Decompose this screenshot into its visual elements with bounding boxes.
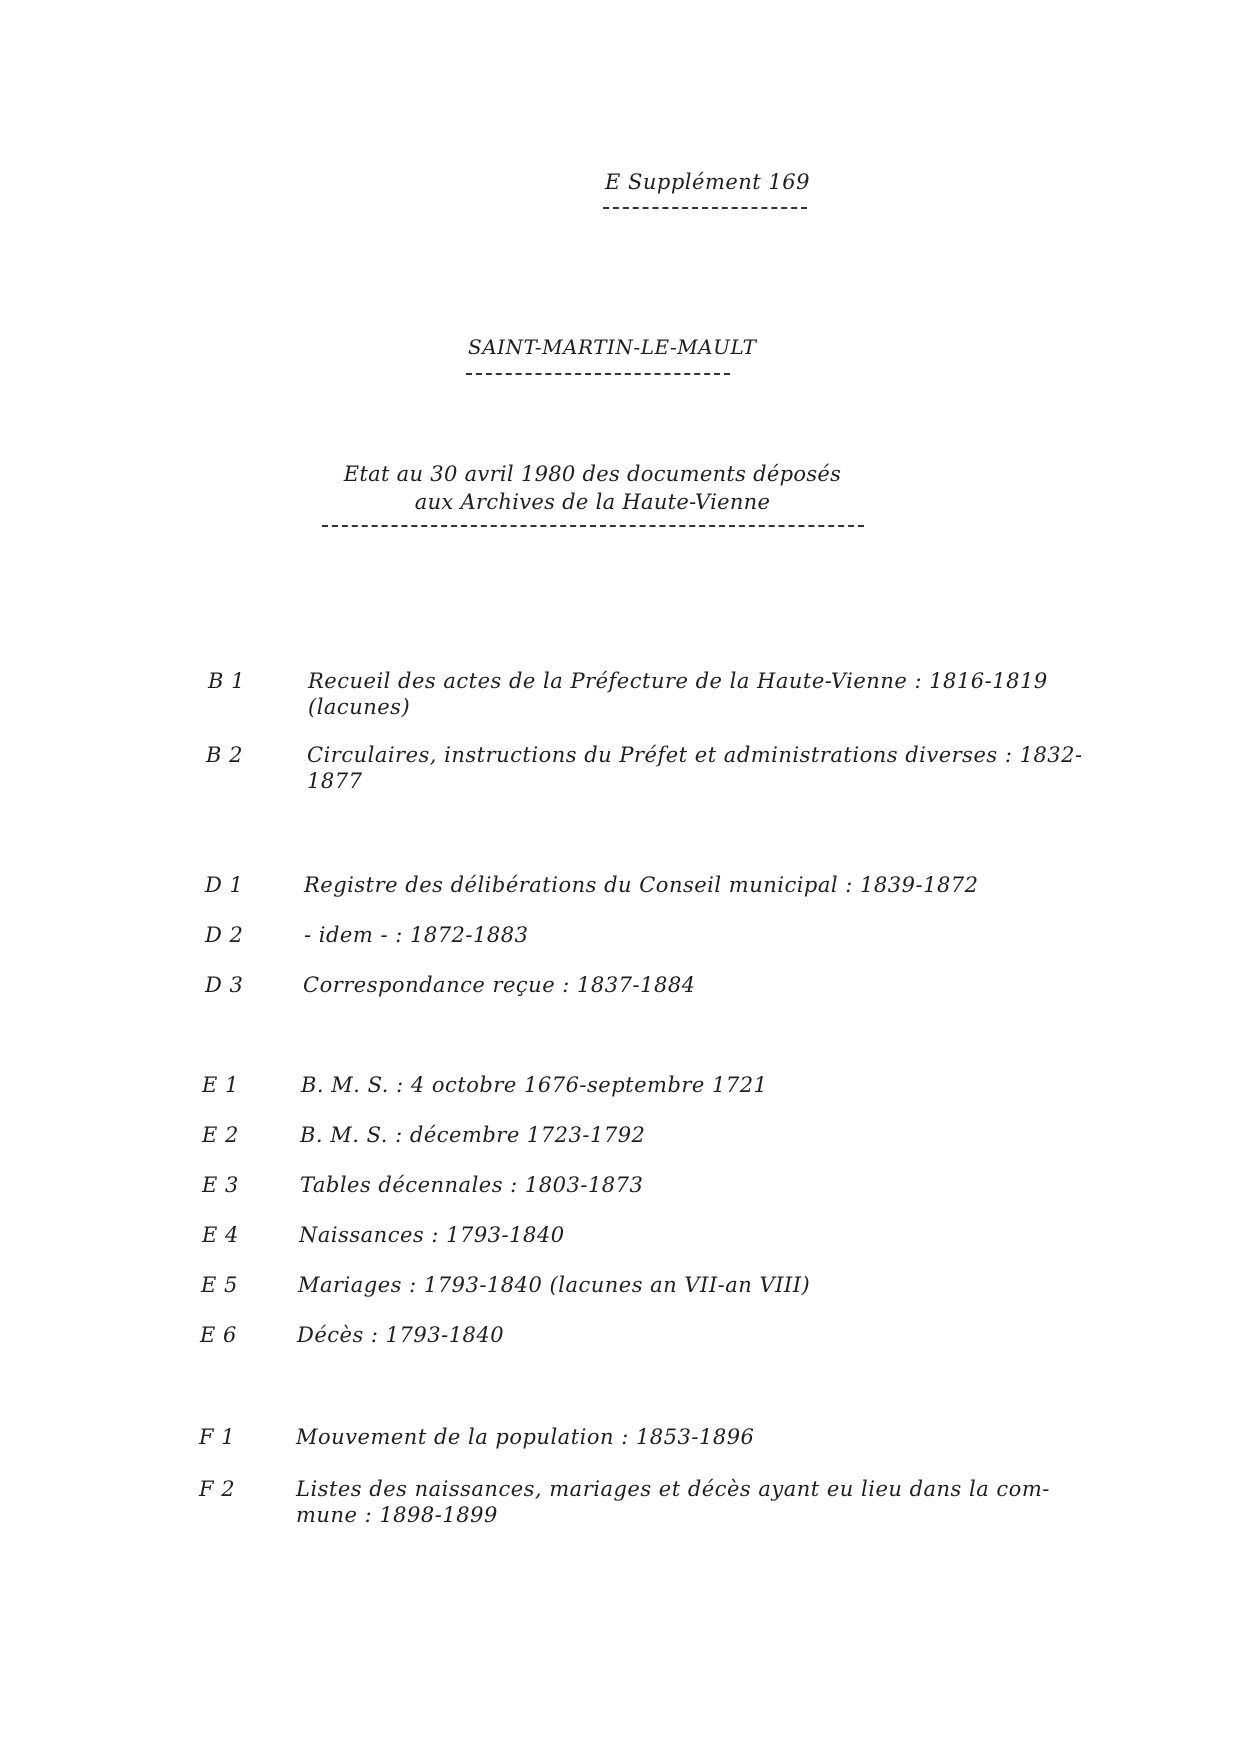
entry-code: D 2: [205, 923, 244, 947]
entry-code: E 6: [200, 1323, 237, 1347]
document-subtitle: [320, 460, 865, 516]
subtitle-line-1: Etat au 30 avril 1980 des documents déposés: [343, 462, 842, 486]
document-reference: E Supplément 169: [605, 170, 811, 194]
commune-underline: [466, 373, 730, 375]
entry-text: Tables décennales : 1803-1873: [300, 1173, 644, 1197]
commune-title: SAINT-MARTIN-LE-MAULT: [468, 335, 757, 359]
entry-text: Registre des délibérations du Conseil municipal : 1839-1872: [304, 873, 979, 897]
subtitle-underline: [322, 525, 864, 527]
entry-text: Naissances : 1793-1840: [299, 1223, 565, 1247]
entry-code: E 1: [202, 1073, 239, 1097]
entry-code: F 1: [199, 1425, 236, 1449]
entry-text: - idem - : 1872-1883: [304, 923, 529, 947]
entry-text: B. M. S. : 4 octobre 1676-septembre 1721: [301, 1073, 768, 1097]
subtitle-line-2: aux Archives de la Haute-Vienne: [414, 490, 771, 514]
entry-text: B. M. S. : décembre 1723-1792: [300, 1123, 646, 1147]
entry-code: E 5: [201, 1273, 238, 1297]
entry-code: E 4: [202, 1223, 239, 1247]
entry-code: D 3: [205, 973, 244, 997]
entry-text: Recueil des actes de la Préfecture de la Haute-Vienne : 1816-1819 (lacunes): [308, 669, 1048, 719]
entry-code: D 1: [205, 873, 244, 897]
entry-code: F 2: [199, 1477, 236, 1501]
reference-underline: [603, 207, 807, 209]
entry-code: B 2: [206, 743, 243, 767]
entry-text: Listes des naissances, mariages et décès ayant eu lieu dans la com- mune : 1898-1899: [296, 1477, 1050, 1527]
entry-code: E 3: [202, 1173, 239, 1197]
entry-code: B 1: [208, 669, 245, 693]
entry-text: Mariages : 1793-1840 (lacunes an VII-an VIII): [298, 1273, 811, 1297]
entry-text: Mouvement de la population : 1853-1896: [296, 1425, 755, 1449]
entry-text: Circulaires, instructions du Préfet et administrations diverses : 1832- 1877: [307, 743, 1083, 793]
entry-text: Correspondance reçue : 1837-1884: [303, 973, 696, 997]
entry-code: E 2: [202, 1123, 239, 1147]
entry-text: Décès : 1793-1840: [297, 1323, 505, 1347]
